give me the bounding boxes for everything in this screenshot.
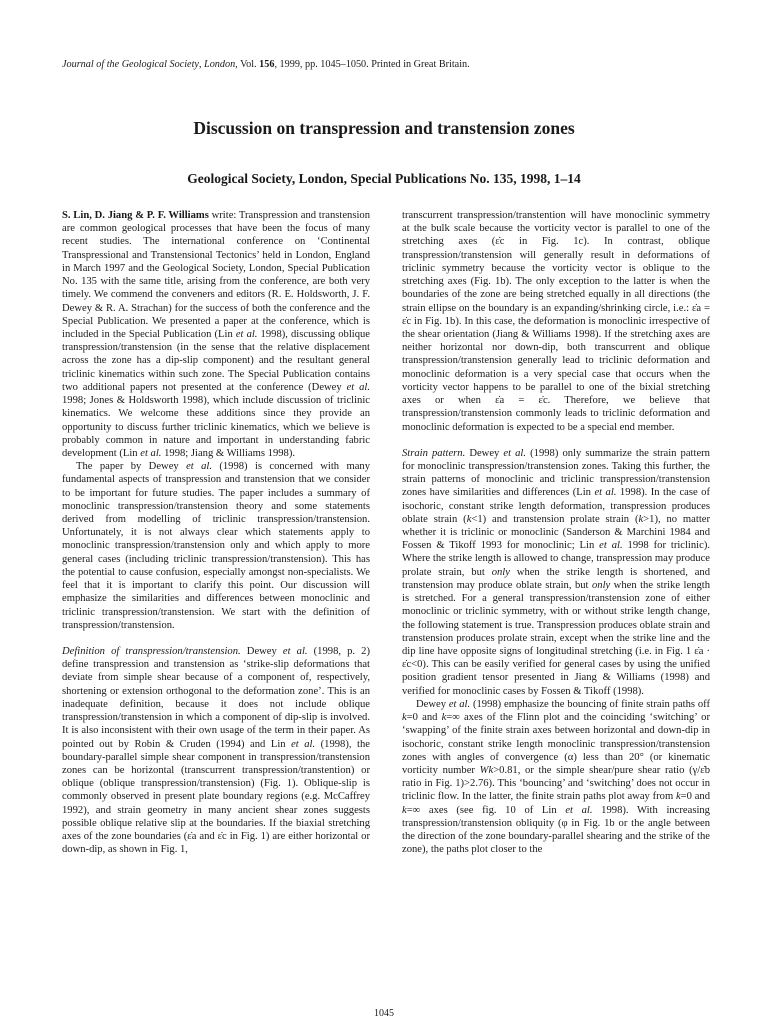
article-subtitle: Geological Society, London, Special Publications No. 135, 1998, 1–14 <box>187 171 581 186</box>
author-names: S. Lin, D. Jiang & P. F. Williams <box>62 210 209 221</box>
section-heading-definition: Definition of transpression/transtension. <box>62 646 241 657</box>
volume-number: 156 <box>259 59 275 70</box>
page-number: 1045 <box>374 1008 394 1019</box>
journal-name: Journal of the Geological Society <box>62 59 199 70</box>
paragraph-dewey-paper: The paper by Dewey et al. (1998) is concerned with many fundamental aspects of transpression and transtension that we consider to be important for future studies. The paper includes a summary of monoclinic transpression/transtension theory and some statements derived from modelling of triclinic transpression/transtension. Unfortunately, it is not always clear which statements apply to monoclinic transpression/transtension only and which apply to more general cases (including triclinic transpression/transtension). This has the potential to cause confusion, especially amongst non-specialists. We feel that it is important to clarify this point. Our discussion will emphasize the similarities and differences between monoclinic and triclinic transpression/transtension. We start with the definition of transpression/transtension. <box>62 461 370 631</box>
paragraph-continuation: transcurrent transpression/transtention will have monoclinic symmetry at the bulk scale because the vorticity vector is parallel to one of the stretching axes (ε̇c in Fig. 1c). In contrast, oblique transpression/transtension will generally result in deformations of triclinic symmetry because the vorticity vector is oblique to the stretching axes (Fig. 1b). The only exception to the latter is when the boundaries of the zone are being stretched equally in all directions (the strain ellipse on the boundary is an expanding/shrinking circle, i.e.: ε̇a = ε̇c in Fig. 1b). In this case, the deformation is monoclinic irrespective of the shear orientation (Jiang & Williams 1998). If the stretching axes are neither horizontal nor down-dip, both transcurrent and oblique transpression/transtension generally lead to triclinic deformation and monoclinic deformation is a very special case that occurs when the vorticity vector happens to be parallel to one of the bixial stretching axes or when ε̇a = ε̇c. Therefore, we believe that transpression/transtension commonly leads to triclinic deformation and monoclinic deformation is expected to be a special end member. <box>402 210 710 433</box>
paragraph-strain-pattern: Strain pattern. Dewey et al. (1998) only summarize the strain pattern for monoclinic transpression/transtension zones. Taking this further, the strain patterns of monoclinic and triclinic transpression/transtension zones have similarities and differences (Lin et al. 1998). In the case of isochoric, constant strike length deformation, transpression produces oblate strain (k<1) and transtension prolate strain (k>1), no matter whether it is triclinic or monoclinic (Sanderson & Marchini 1984 and Fossen & Tikoff 1993 for monoclinic; Lin et al. 1998 for triclinic). Where the strike length is allowed to change, transpression may produce prolate strain, but only when the strike length is shortened, and transtension may produce oblate strain, but only when the strike length is stretched. For a general transpression/transtension zone of either monoclinic or triclinic symmetry, with or without strike length change, the following statement is true. Transpression produces oblate strain and transtension produces prolate strain, except when the strike line and the dip line have opposite signs of longitudinal stretching (i.e. in Fig. 1 ε̇a · ε̇c<0). This can be easily verified for general cases by using the unified position gradient tensor presented in Jiang & Williams (1998) and verified for monoclinic cases by Fossen & Tikoff (1998). <box>402 447 711 697</box>
paragraph-bouncing: Dewey et al. (1998) emphasize the bouncing of finite strain paths off k=0 and k=∞ axes of the Flinn plot and the coinciding ‘switching’ or ‘swapping’ of the finite strain axes between horizontal and down-dip in isochoric, constant strike length monoclinic transpression/transtension zones with angles of convergence (α) less than 20° (or kinematic vorticity number Wk>0.81, or the simple shear/pure shear ratio (γ/ε̇b ratio in Fig. 1)>2.76). This ‘bouncing’ and ‘switching’ does not occur in triclinic flow. In the latter, the finite strain paths plot away from k=0 and k=∞ axes (see fig. 10 of Lin et al. 1998). With increasing transpression/transtension obliquity (φ in Fig. 1b or the angle between the direction of the zone boundary-parallel shearing and the strike of the zone), the paths plot closer to the <box>402 698 711 856</box>
article-title: Discussion on transpression and transtension zones <box>193 118 575 138</box>
right-column <box>402 209 710 857</box>
journal-citation: Journal of the Geological Society, London, Vol. 156, 1999, pp. 1045–1050. Printed in Great Britain. <box>62 59 470 70</box>
volume-label: Vol. <box>240 59 257 70</box>
citation-rest: 1999, pp. 1045–1050. Printed in Great Britain. <box>279 59 470 70</box>
paragraph-definition: Definition of transpression/transtension. Dewey et al. (1998, p. 2) define transpression and transtension as ‘strike-slip deformations that deviate from simple shear because of a component of, respectively, shortening or extension orthogonal to the deformation zone’. This is an inadequate definition, because it does not include oblique transpression/transtension in which a component of dip-slip is involved. It is also inconsistent with their own usage of the term in their paper. As pointed out by Robin & Cruden (1994) and Lin et al. (1998), the boundary-parallel simple shear component in transpression/transtension zones can be horizontal (transcurrent transpression/transtention) or oblique (oblique transpression/transtension) (Fig. 1). Oblique-slip is commonly observed in present plate boundary regions (e.g. McCaffrey 1992), and strain geometry in many ancient shear zones suggests possible oblique relative slip at the boundaries. If the biaxial stretching axes of the zone boundaries (ε̇a and ε̇c in Fig. 1) are either horizontal or down-dip, as shown in Fig. 1, <box>62 646 370 856</box>
section-heading-strain: Strain pattern. <box>402 447 466 459</box>
journal-place: London <box>204 59 236 70</box>
paragraph-intro: S. Lin, D. Jiang & P. F. Williams write: Transpression and transtension are common geological processes that have been the focus of many recent studies. The international conference on ‘Continental Transpressional and Transtensional Tectonics’ held in London, England in March 1997 and the Geological Society, London, Special Publication No. 135 with the same title, arising from the conference, are both very timely. We commend the conveners and editors (R. E. Holdsworth, J. F. Dewey & R. A. Strachan) for the success of both the conference and the Special Publication. We presented a paper at the conference, which is included in the Special Publication (Lin et al. 1998), discussing oblique transpression/transtension (in the sense that the relative displacement across the zone has a dip-slip component) and the resultant general triclinic kinematics within such zone. The Special Publication contains two additional papers not presented at the conference (Dewey et al. 1998; Jones & Holdsworth 1998), which include discussion of triclinic kinematics. We welcome these additions since they provide an opportunity to discuss further triclinic kinematics, which we believe is probably common in nature and important in understanding fabric development (Lin et al. 1998; Jiang & Williams 1998). <box>62 210 371 459</box>
left-column <box>62 209 370 857</box>
